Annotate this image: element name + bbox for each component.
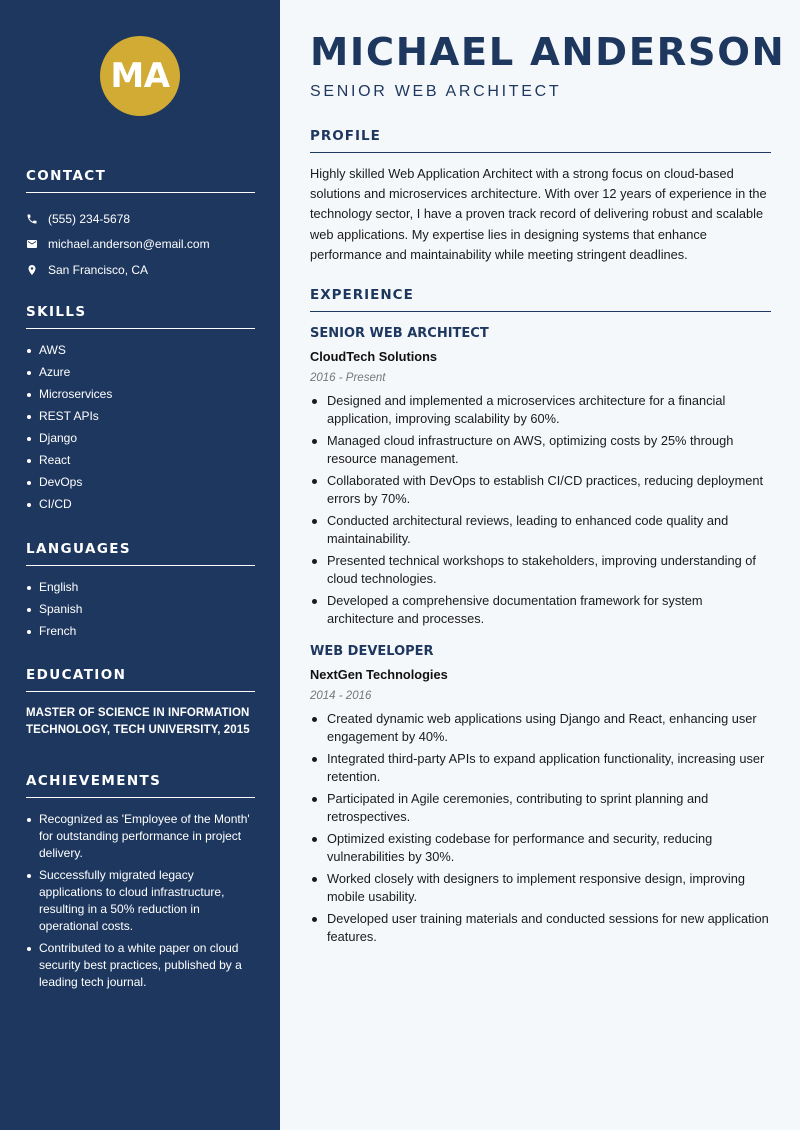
list-item: Created dynamic web applications using Django and React, enhancing user engagement by 40%. <box>310 710 771 746</box>
list-item: Managed cloud infrastructure on AWS, optimizing costs by 25% through resource management. <box>310 432 771 468</box>
phone-text: (555) 234-5678 <box>48 211 131 226</box>
list-item: Successfully migrated legacy applications to cloud infrastructure, resulting in a 50% reduction in operational costs. <box>26 867 255 935</box>
list-item: Azure <box>26 364 255 381</box>
job-role: WEB DEVELOPER <box>310 644 434 659</box>
job-dates: 2016 - Present <box>310 372 386 384</box>
skills-list <box>26 342 255 513</box>
job-dates: 2014 - 2016 <box>310 690 372 702</box>
profile-section <box>310 128 771 265</box>
job-role: SENIOR WEB ARCHITECT <box>310 326 489 341</box>
list-item: Collaborated with DevOps to establish CI/CD practices, reducing deployment errors by 70%. <box>310 472 771 508</box>
envelope-icon <box>26 238 48 250</box>
education-entry: MASTER OF SCIENCE IN INFORMATION TECHNOLOGY, TECH UNIVERSITY, 2015 <box>26 707 250 736</box>
education-section <box>26 667 255 739</box>
contact-email <box>26 232 255 258</box>
job-entry <box>310 326 771 628</box>
list-item: Spanish <box>26 601 255 618</box>
email-text: michael.anderson@email.com <box>48 237 210 252</box>
languages-section <box>26 541 255 645</box>
candidate-name: MICHAEL ANDERSON <box>310 30 786 75</box>
list-item: Conducted architectural reviews, leading to enhanced code quality and maintainability. <box>310 512 771 548</box>
list-item: English <box>26 579 255 596</box>
list-item: Microservices <box>26 386 255 403</box>
profile-heading: PROFILE <box>310 128 771 153</box>
candidate-title: SENIOR WEB ARCHITECT <box>310 83 562 100</box>
list-item: Developed a comprehensive documentation framework for system architecture and processes. <box>310 592 771 628</box>
job-bullets <box>310 710 771 946</box>
list-item: Contributed to a white paper on cloud security best practices, published by a leading tech journal. <box>26 940 255 991</box>
list-item: Developed user training materials and conducted sessions for new application features. <box>310 910 771 946</box>
profile-text: Highly skilled Web Application Architect with a strong focus on cloud-based solutions and microservices architecture. With over 12 years of experience in the technology sector, I have a proven track record of delivering robust and scalable web applications. My expertise lies in designing systems that enhance performance and maintainability while meeting stringent deadlines. <box>310 166 767 262</box>
achievements-list <box>26 811 255 991</box>
avatar: MA <box>100 36 180 116</box>
list-item: Designed and implemented a microservices architecture for a financial application, improving scalability by 60%. <box>310 392 771 428</box>
list-item: DevOps <box>26 474 255 491</box>
languages-heading: LANGUAGES <box>26 541 255 566</box>
contact-section <box>26 168 255 283</box>
list-item: Django <box>26 430 255 447</box>
experience-section <box>310 287 771 950</box>
experience-heading: EXPERIENCE <box>310 287 771 312</box>
list-item: REST APIs <box>26 408 255 425</box>
job-company: CloudTech Solutions <box>310 349 438 364</box>
list-item: AWS <box>26 342 255 359</box>
contact-phone <box>26 206 255 232</box>
skills-section <box>26 304 255 518</box>
contact-heading: CONTACT <box>26 168 255 193</box>
job-bullets <box>310 392 771 628</box>
list-item: Optimized existing codebase for performance and security, reducing vulnerabilities by 30%. <box>310 830 771 866</box>
map-pin-icon <box>26 264 48 276</box>
phone-icon <box>26 213 48 225</box>
list-item: CI/CD <box>26 496 255 513</box>
education-heading: EDUCATION <box>26 667 255 692</box>
job-entry <box>310 644 771 946</box>
achievements-section <box>26 773 255 996</box>
contact-location <box>26 257 255 283</box>
list-item: Participated in Agile ceremonies, contributing to sprint planning and retrospectives. <box>310 790 771 826</box>
list-item: Recognized as 'Employee of the Month' for outstanding performance in project delivery. <box>26 811 255 862</box>
list-item: Integrated third-party APIs to expand application functionality, increasing user retention. <box>310 750 771 786</box>
list-item: React <box>26 452 255 469</box>
list-item: Presented technical workshops to stakeholders, improving understanding of cloud technologies. <box>310 552 771 588</box>
sidebar <box>0 0 280 1130</box>
skills-heading: SKILLS <box>26 304 255 329</box>
languages-list <box>26 579 255 640</box>
list-item: French <box>26 623 255 640</box>
list-item: Worked closely with designers to implement responsive design, improving mobile usability. <box>310 870 771 906</box>
achievements-heading: ACHIEVEMENTS <box>26 773 255 798</box>
location-text: San Francisco, CA <box>48 262 149 277</box>
job-company: NextGen Technologies <box>310 667 448 682</box>
